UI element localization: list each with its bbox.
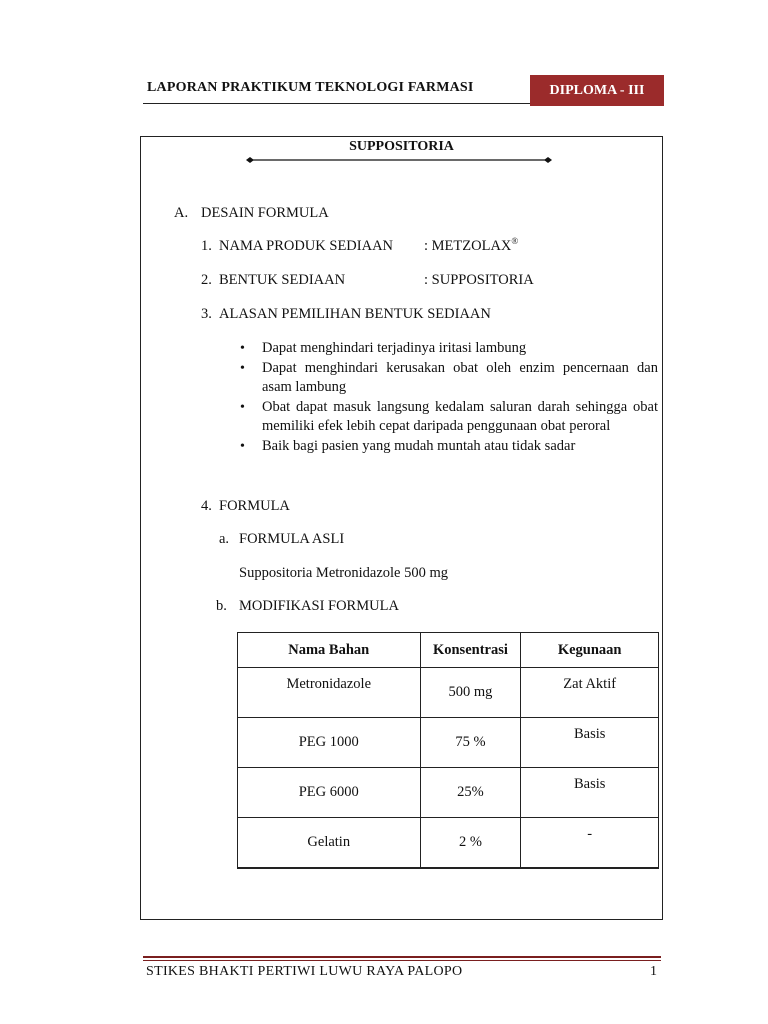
list-item: • Dapat menghindari kerusakan obat oleh enzim pencernaan dan asam lambung (240, 359, 658, 395)
bullet-icon: • (240, 360, 245, 376)
item-3-number: 3. (201, 306, 212, 322)
table-cell: Basis (521, 768, 659, 818)
header-title: LAPORAN PRAKTIKUM TEKNOLOGI FARMASI (147, 80, 474, 95)
original-formula-text: Suppositoria Metronidazole 500 mg (239, 565, 449, 581)
table-cell: 25% (420, 768, 521, 818)
table-cell: 2 % (420, 818, 521, 869)
item-2-value: : SUPPOSITORIA (424, 272, 534, 288)
bullet-icon: • (240, 341, 245, 356)
title-ornament (246, 155, 552, 165)
table-cell: PEG 1000 (238, 718, 421, 768)
item-4-label: FORMULA (219, 498, 290, 514)
formula-table (237, 632, 659, 869)
item-4-number: 4. (201, 498, 212, 514)
product-name: : METZOLAX (424, 238, 512, 254)
page-number: 1 (650, 964, 657, 979)
table-cell: 75 % (420, 718, 521, 768)
item-1-number: 1. (201, 238, 212, 254)
footer-institution: STIKES BHAKTI PERTIWI LUWU RAYA PALOPO (146, 964, 463, 979)
registered-mark: ® (511, 236, 519, 247)
item-2-label: BENTUK SEDIAAN (219, 272, 346, 288)
sub-a-marker: a. (219, 531, 230, 547)
item-1-value (424, 238, 518, 255)
sub-b-marker: b. (216, 598, 227, 614)
footer-divider-thin (143, 960, 661, 961)
table-cell: Zat Aktif (521, 668, 659, 718)
column-header: Konsentrasi (420, 633, 521, 668)
bullet-icon: • (240, 399, 245, 415)
section-a-heading: DESAIN FORMULA (201, 205, 329, 221)
table-row (238, 668, 659, 718)
sub-b-heading: MODIFIKASI FORMULA (239, 598, 399, 614)
table-row (238, 718, 659, 768)
section-a-marker: A. (174, 205, 189, 221)
item-2-number: 2. (201, 272, 212, 288)
table-cell: Basis (521, 718, 659, 768)
program-badge: DIPLOMA - III (530, 75, 664, 106)
table-row (238, 818, 659, 869)
column-header: Nama Bahan (238, 633, 421, 668)
table-cell: Gelatin (238, 818, 421, 869)
table-cell: 500 mg (420, 668, 521, 718)
list-item: • Dapat menghindari terjadinya iritasi lambung (238, 339, 658, 359)
list-item: • Baik bagi pasien yang mudah muntah atau tidak sadar (238, 437, 658, 457)
column-header: Kegunaan (521, 633, 659, 668)
reasons-list (238, 339, 658, 456)
document-title: SUPPOSITORIA (349, 139, 454, 154)
table-cell: - (521, 818, 659, 869)
footer-divider (143, 956, 661, 958)
table-row (238, 768, 659, 818)
table-header-row (238, 633, 659, 668)
table-cell: PEG 6000 (238, 768, 421, 818)
list-item: • Obat dapat masuk langsung kedalam saluran darah sehingga obat memiliki efek lebih cepat daripada penggunaan obat peroral (240, 398, 658, 434)
header-divider (143, 103, 530, 104)
table-cell: Metronidazole (238, 668, 421, 718)
sub-a-heading: FORMULA ASLI (239, 531, 345, 547)
item-3-label: ALASAN PEMILIHAN BENTUK SEDIAAN (219, 306, 491, 322)
bullet-icon: • (240, 438, 245, 454)
item-1-label: NAMA PRODUK SEDIAAN (219, 238, 394, 254)
